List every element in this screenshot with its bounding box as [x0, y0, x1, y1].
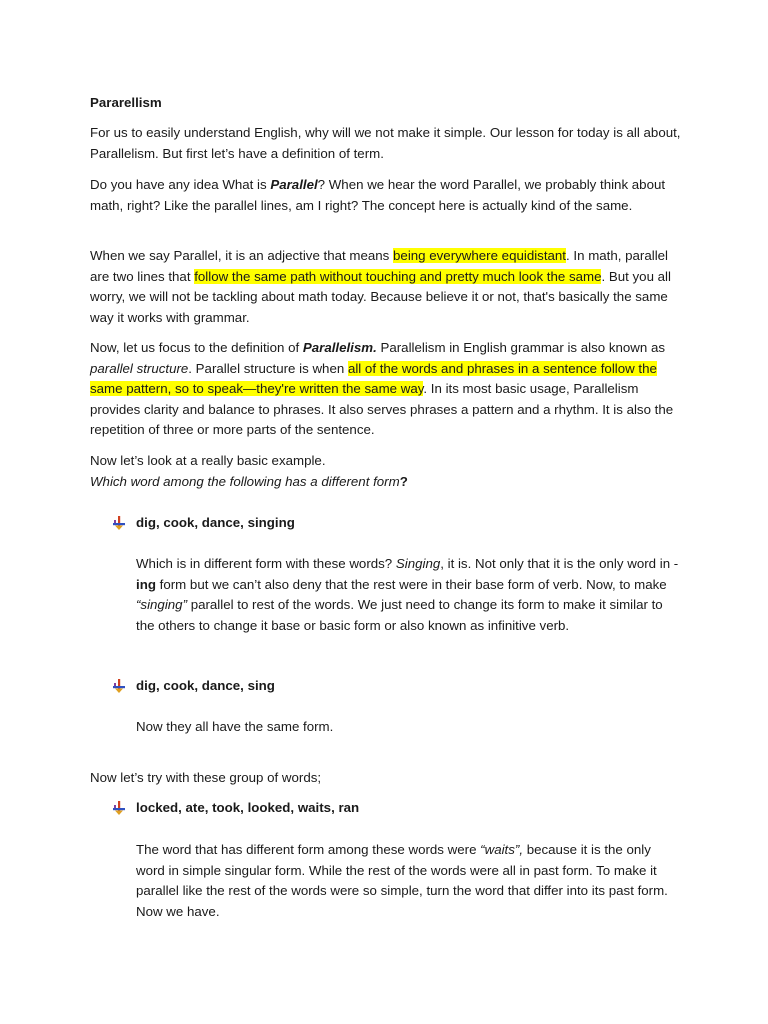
text-run-italic: “waits”,	[480, 842, 524, 857]
multicolor-cross-arrow-icon	[112, 801, 126, 815]
text-run: . In its most basic usage, Parallelism provides clarity and balance to phrases. It also serves phrases a pattern and a rhythm. It is also the repetition of three or more parts of the sentence.	[90, 381, 674, 437]
highlighted-text: all of the words and phrases in a sentence follow the same pattern, so to speak—they're written the same way	[90, 360, 657, 396]
text-run-italic: “singing”	[136, 597, 187, 612]
text-run: Now, let us focus to the definition of	[90, 340, 303, 355]
paragraph-next-example-intro: Now let’s try with these group of words;	[90, 770, 322, 785]
highlighted-text: follow the same path without touching and pretty much look the same	[194, 268, 602, 284]
paragraph-intro: For us to easily understand English, why will we not make it simple. Our lesson for today is all about, Parallelism. But first let’s have a definition of term.	[90, 125, 681, 161]
paragraph-parallel-question	[90, 175, 690, 216]
text-run-italic: Singing	[395, 556, 441, 571]
text-run: because it is the only word in simple singular form. While the rest of the words were all in past form. To make it parallel like the rest of the words were so simple, turn the word that differ into its past form. Now we have.	[136, 842, 668, 919]
paragraph-example-intro	[90, 451, 690, 492]
text-run: form but we can’t also deny that the rest were in their base form of verb. Now, to make	[155, 576, 667, 592]
text-run-bold-italic: Parallelism.	[302, 340, 377, 355]
multicolor-cross-arrow-icon	[112, 679, 126, 693]
text-run: ? When we hear the word Parallel, we probably think about math, right? Like the parallel lines, am I right? The concept here is actually kind of the same.	[90, 177, 666, 213]
text-run: Do you have any idea What is	[90, 177, 271, 192]
text-run: . But you all worry, we will not be tackling about math today. Because believe it or not, that's basically the same way it works with grammar.	[90, 268, 671, 325]
paragraph-parallelism-definition	[90, 338, 690, 441]
bullet-label: locked, ate, took, looked, waits, ran	[136, 800, 360, 815]
paragraph-example-3-explanation	[136, 840, 681, 922]
highlighted-text: being everywhere equidistant	[393, 248, 567, 263]
text-run-bold: ?	[399, 473, 408, 489]
text-run: . In math, parallel are two lines that	[90, 248, 669, 284]
text-run: Which is in different form with these words?	[136, 556, 396, 571]
text-run: parallel to rest of the words. We just need to change its form to make it similar to the others to change it base or basic form or also known as infinitive verb.	[136, 597, 663, 633]
paragraph-example-1-explanation	[136, 554, 681, 636]
text-run: Now let’s look at a really basic example.	[90, 453, 326, 468]
bullet-label: dig, cook, dance, singing	[136, 515, 295, 530]
text-run: The word that has different form among these words were	[136, 842, 481, 857]
text-run: Parallelism in English grammar is also known as	[376, 340, 666, 355]
text-run-italic: Which word among the following has a different form	[90, 473, 400, 489]
document-title: Pararellism	[90, 95, 162, 110]
paragraph-example-2-result: Now they all have the same form.	[136, 719, 334, 734]
paragraph-parallel-definition	[90, 246, 690, 328]
text-run: , it is. Not only that it is the only word in -	[440, 556, 679, 571]
bullet-label: dig, cook, dance, sing	[136, 678, 275, 693]
text-run-italic: parallel structure	[90, 360, 189, 376]
text-run: When we say Parallel, it is an adjective that means	[90, 248, 394, 263]
multicolor-cross-arrow-icon	[112, 516, 126, 530]
text-run: . Parallel structure is when	[188, 360, 348, 376]
text-run-bold-italic: Parallel	[270, 177, 318, 192]
text-run-bold: ing	[136, 576, 156, 592]
